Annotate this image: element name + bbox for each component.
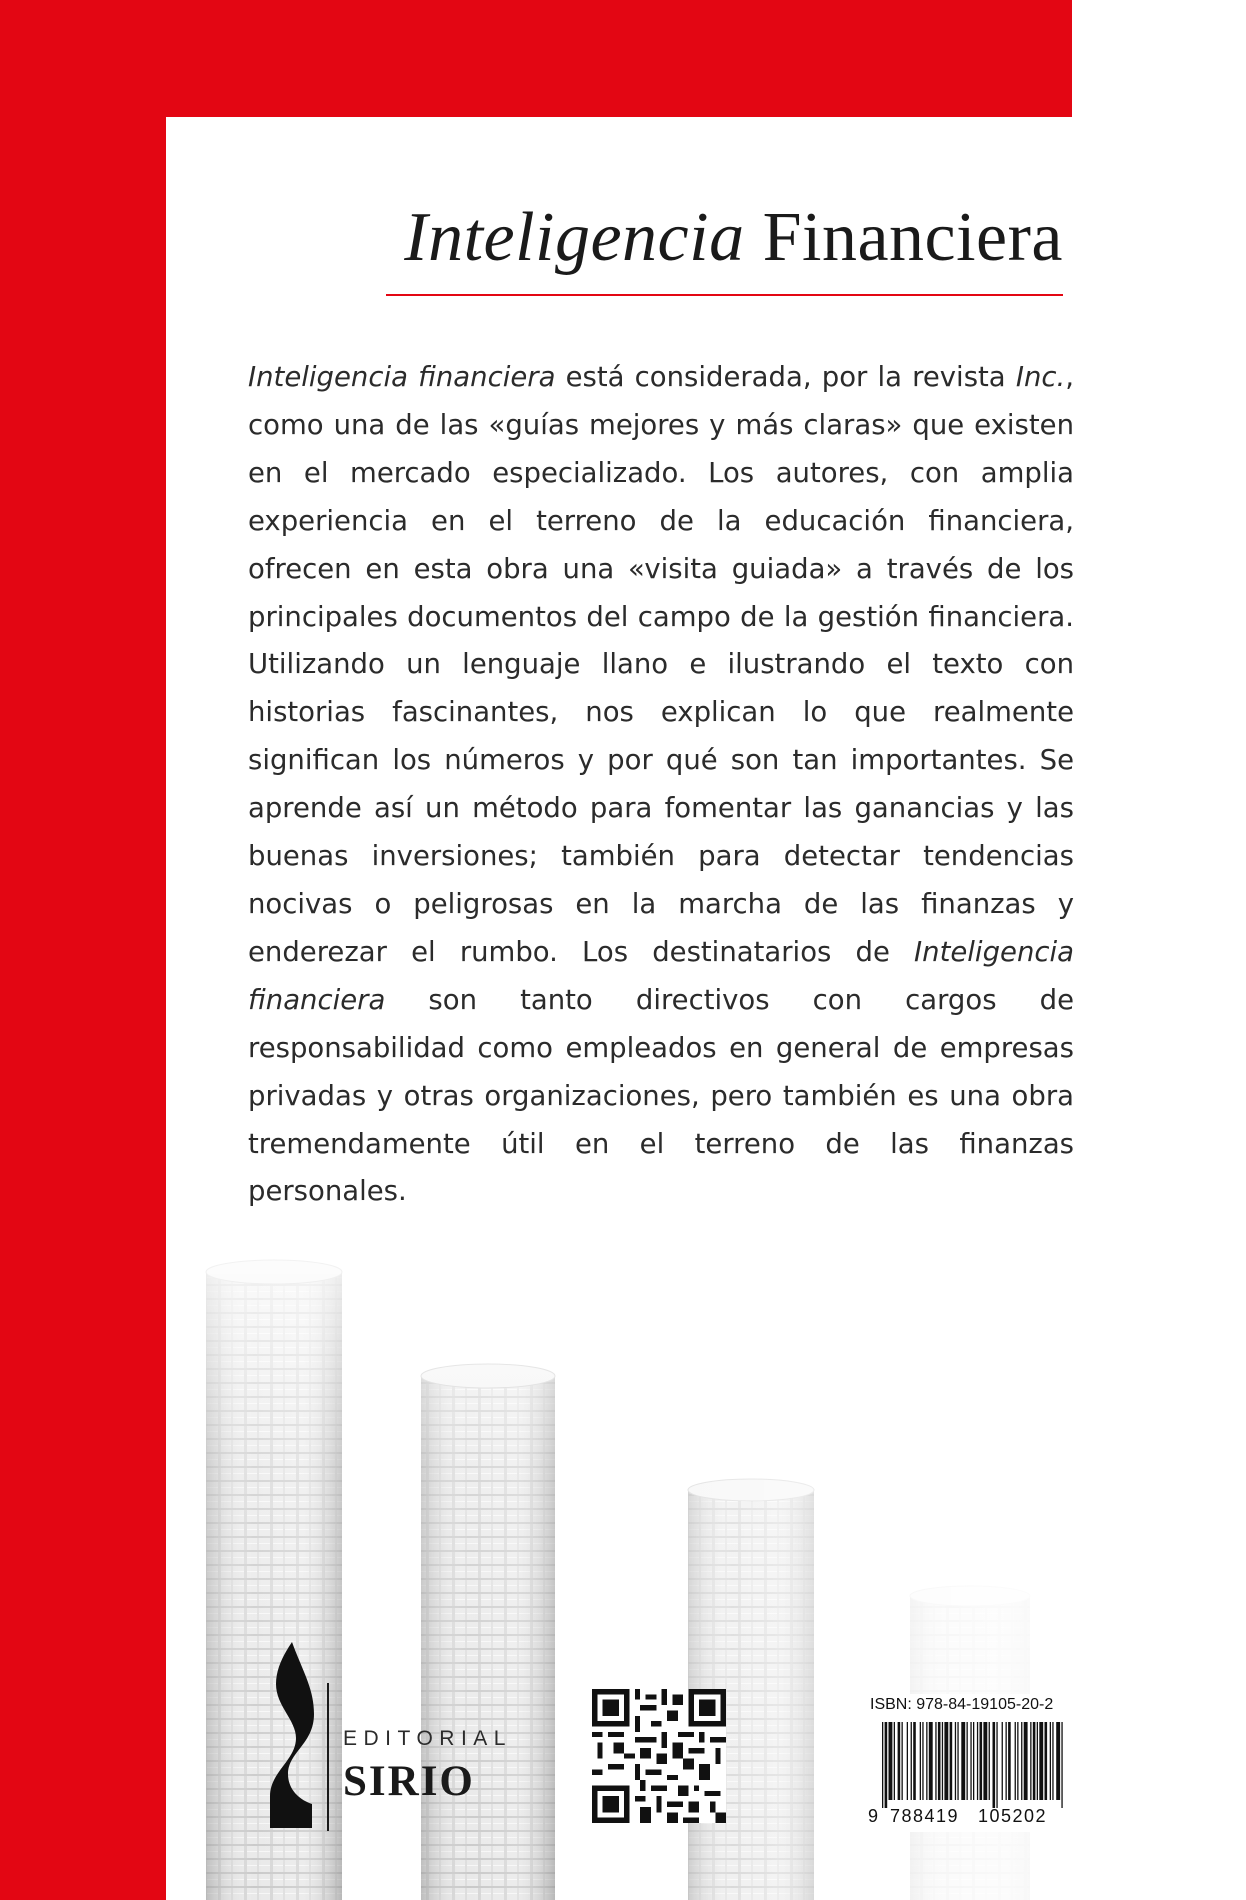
barcode-bar [1017, 1722, 1018, 1800]
barcode-bar [1015, 1722, 1016, 1800]
barcode-bar [926, 1722, 927, 1800]
isbn-label: ISBN: 978-84-19105-20-2 [870, 1696, 1054, 1713]
barcode-bar [1008, 1722, 1011, 1800]
qr-code-icon [592, 1689, 726, 1823]
barcode-bar [957, 1722, 958, 1800]
barcode-bar [911, 1722, 912, 1800]
barcode-bar [989, 1722, 990, 1800]
barcode-bar [1039, 1722, 1043, 1800]
title-roman: Financiera [762, 199, 1063, 276]
barcode-bar [1030, 1722, 1031, 1800]
barcode-bar [889, 1722, 893, 1800]
barcode-bar [1037, 1722, 1038, 1800]
barcode-bar [1002, 1722, 1003, 1800]
title-underline [386, 294, 1063, 296]
barcode-bar [938, 1722, 941, 1800]
barcode-bar [913, 1722, 916, 1800]
barcode-bar [898, 1722, 901, 1800]
barcode-bar [996, 1722, 997, 1808]
barcode-bar [955, 1722, 956, 1800]
barcode-bar [942, 1722, 943, 1800]
barcode-bar [967, 1722, 968, 1800]
sirio-logo-icon [266, 1640, 318, 1828]
blurb-text-2: , como una de las «guías mejores y más claras» que existen en el mercado especializado. Los autores, con amplia experiencia en el terreno de la educación financiera, ofrecen en esta obra una «visita guiada» a través de los principales documentos del campo de la gestión financiera. Utilizando un lenguaje llano e ilustrando el texto con historias fascinantes, nos explican lo que realmente significan los números y por qué son tan importantes. Se aprende así un método para fomentar las ganancias y las buenas inversiones; también para detectar tendencias nocivas o peligrosas en la marcha de las finanzas y enderezar el rumbo. Los destinatarios de [248, 361, 1074, 968]
barcode-bar [970, 1722, 971, 1800]
barcode-bar [929, 1722, 933, 1800]
barcode-bar [973, 1722, 974, 1800]
right-margin [1076, 117, 1246, 1900]
barcode-bar [1024, 1722, 1028, 1800]
barcode-bar [902, 1722, 903, 1800]
barcode-digits-group-2: 105202 [978, 1806, 1048, 1826]
barcode-bar [1033, 1722, 1036, 1800]
barcode-digit-first: 9 [868, 1806, 879, 1826]
blurb-text-3: son tanto directivos con cargos de responsabilidad como empleados en general de empresas privadas y otras organizaciones, pero también es una obra tremendamente útil en el terreno de las finanzas personales. [248, 983, 1074, 1208]
barcode-bar [1021, 1722, 1022, 1800]
blurb-text-1: está considerada, por la revista [555, 361, 1016, 393]
logo-divider [327, 1683, 329, 1831]
barcode-bar [1050, 1722, 1051, 1800]
barcode-bar [950, 1722, 953, 1800]
barcode-bar [1052, 1722, 1053, 1800]
barcode-bar [961, 1722, 965, 1800]
barcode-bar [983, 1722, 987, 1800]
barcode-bar [977, 1722, 978, 1800]
barcode-bar [1006, 1722, 1007, 1800]
book-title [404, 198, 1063, 278]
barcode-bar [907, 1722, 908, 1800]
barcode-bar [944, 1722, 948, 1800]
book-description [248, 354, 1074, 1216]
barcode-bar [1045, 1722, 1048, 1800]
barcode-digits-group-1: 788419 [890, 1806, 960, 1826]
red-side-band [0, 0, 166, 1900]
barcode-bar [993, 1722, 996, 1808]
blurb-title-ref-2: Inteligencia financiera [248, 935, 1074, 1016]
barcode-bar [935, 1722, 936, 1800]
blurb-magazine: Inc. [1015, 361, 1066, 393]
barcode-bar [920, 1722, 921, 1800]
red-top-band [0, 0, 1072, 117]
barcode-bar [882, 1722, 883, 1808]
barcode-bar [1056, 1722, 1060, 1800]
barcode-bar [885, 1722, 888, 1808]
barcode-icon [882, 1722, 1064, 1808]
barcode-bar [1061, 1722, 1062, 1808]
isbn-barcode-block [866, 1694, 1066, 1832]
barcode-bar [894, 1722, 895, 1800]
barcode-bar [922, 1722, 923, 1800]
publisher-name: SIRIO [343, 1758, 475, 1805]
barcode-bar [980, 1722, 983, 1800]
title-italic: Inteligencia [404, 199, 745, 276]
blurb-title-ref-1: Inteligencia financiera [248, 361, 556, 393]
publisher-label: EDITORIAL [343, 1727, 512, 1750]
